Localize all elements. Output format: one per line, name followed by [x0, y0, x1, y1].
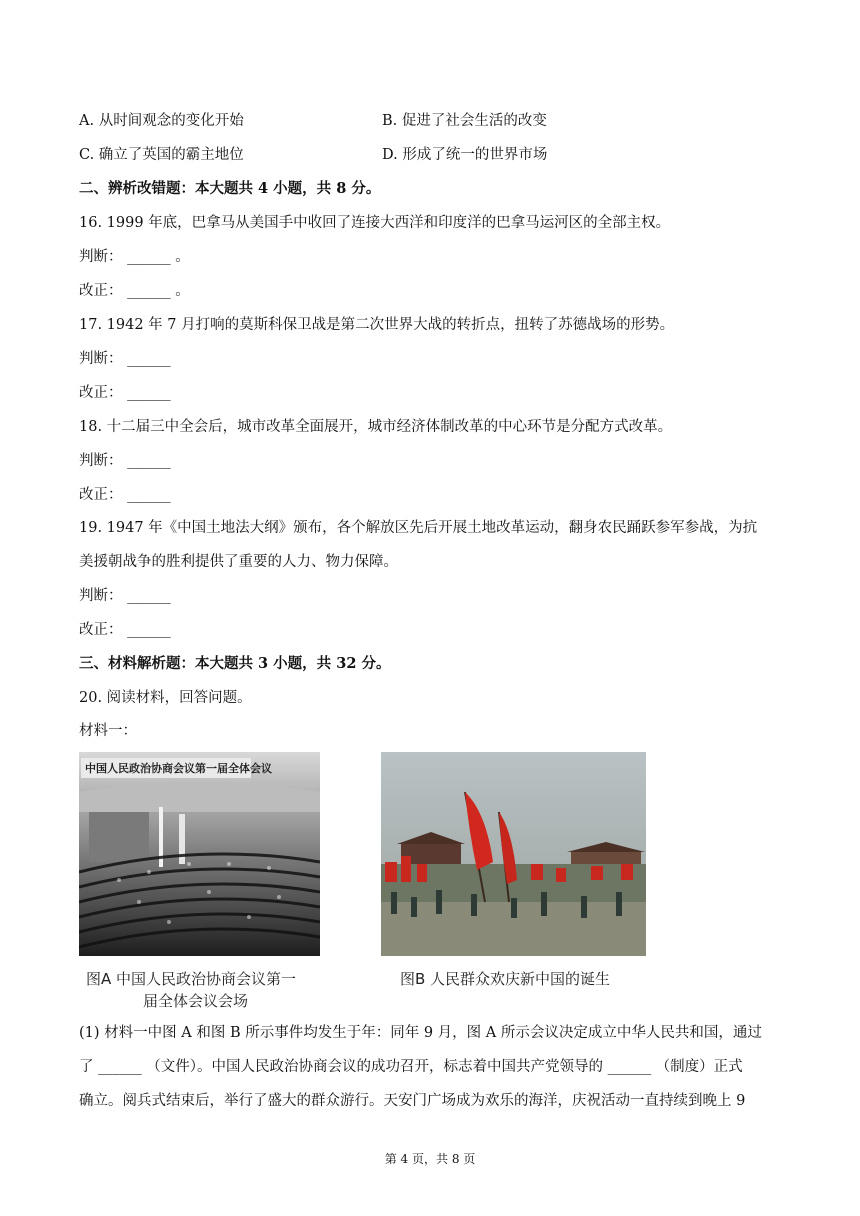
figure-a-banner: 中国人民政治协商会议第一届全体会议 — [85, 762, 272, 775]
sub1-line2: 了 ______ （文件）。中国人民政治协商会议的成功召开，标志着中国共产党领导的 ______ （制度）正式 — [79, 1059, 743, 1075]
sub1-line3: 确立。阅兵式结束后，举行了盛大的群众游行。天安门广场成为欢乐的海洋，庆祝活动一直持续到晚上 9 — [79, 1093, 746, 1109]
option-c: C. 确立了英国的霸主地位 — [79, 147, 244, 163]
q19-text-line2: 美援朝战争的胜利提供了重要的人力、物力保障。 — [79, 554, 398, 570]
figure-b-photo — [381, 752, 646, 956]
material1-label: 材料一： — [79, 723, 137, 739]
q17-judge: 判断： ______ — [79, 351, 171, 367]
q16-judge: 判断： ______ 。 — [79, 249, 190, 265]
option-b: B. 促进了社会生活的改变 — [382, 113, 547, 129]
option-a: A. 从时间观念的变化开始 — [79, 113, 244, 129]
q18-judge: 判断： ______ — [79, 453, 171, 469]
q19-judge: 判断： ______ — [79, 588, 171, 604]
q19-correct: 改正： ______ — [79, 622, 171, 638]
page-footer: 第 4 页，共 8 页 — [384, 1152, 476, 1166]
sub1-line1: (1) 材料一中图 A 和图 B 所示事件均发生于年：同年 9 月，图 A 所示会议决定成立中华人民共和国，通过 — [79, 1025, 762, 1041]
figure-b-caption: 图B 人民群众欢庆新中国的诞生 — [400, 970, 611, 988]
figure-a-photo — [79, 752, 320, 956]
option-d: D. 形成了统一的世界市场 — [382, 147, 548, 163]
figure-b-image — [381, 752, 646, 956]
q16-correct: 改正： ______ 。 — [79, 283, 190, 299]
q17-text: 17. 1942 年 7 月打响的莫斯科保卫战是第二次世界大战的转折点，扭转了苏德战场的形势。 — [79, 317, 675, 333]
figure-a-caption-line1: 图A 中国人民政治协商会议第一 — [86, 970, 297, 988]
q20-text: 20. 阅读材料，回答问题。 — [79, 690, 252, 706]
q18-text: 18. 十二届三中全会后，城市改革全面展开，城市经济体制改革的中心环节是分配方式改革。 — [79, 419, 673, 435]
section2-heading: 二、辨析改错题：本大题共 4 小题，共 8 分。 — [79, 180, 381, 197]
q19-text-line1: 19. 1947 年《中国土地法大纲》颁布，各个解放区先后开展土地改革运动，翻身农民踊跃参军参战，为抗 — [79, 520, 758, 536]
figure-a-image — [79, 752, 320, 956]
q18-correct: 改正： ______ — [79, 487, 171, 503]
q16-text: 16. 1999 年底，巴拿马从美国手中收回了连接大西洋和印度洋的巴拿马运河区的全部主权。 — [79, 215, 671, 231]
section3-heading: 三、材料解析题：本大题共 3 小题，共 32 分。 — [79, 655, 391, 672]
q17-correct: 改正： ______ — [79, 385, 171, 401]
figure-a-caption-line2: 届全体会议会场 — [143, 992, 249, 1010]
